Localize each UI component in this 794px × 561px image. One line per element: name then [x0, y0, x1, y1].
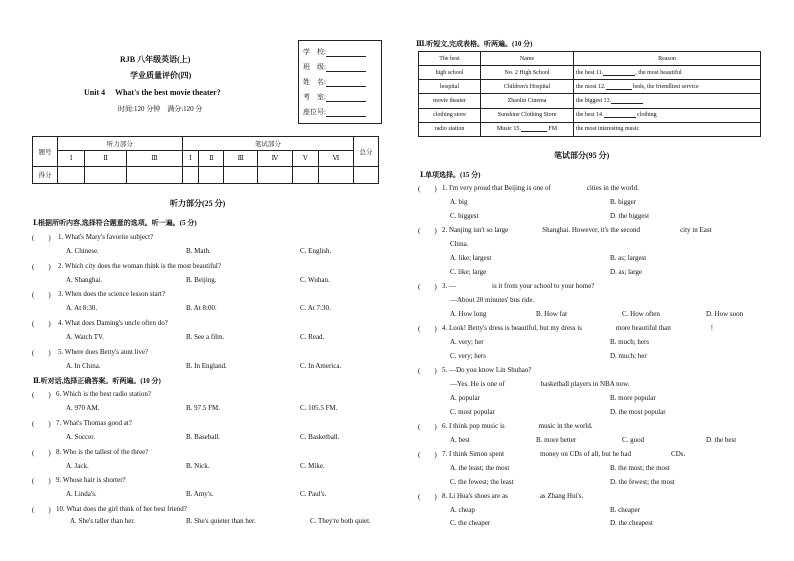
score-cell[interactable]	[85, 166, 127, 183]
answer-blank[interactable]: ( )	[418, 185, 437, 193]
wq-2-text3: city in East	[680, 226, 712, 234]
col-writing-2: Ⅱ	[199, 151, 224, 166]
score-cell[interactable]	[319, 166, 354, 183]
option-10b[interactable]: B. She's quieter than her.	[186, 517, 256, 525]
wq-3	[442, 282, 594, 290]
wq-2-text4: China.	[450, 240, 469, 248]
answer-blank[interactable]: ( )	[32, 234, 51, 242]
wq-2-text2: Shanghai. However, it's the second	[542, 226, 641, 234]
seat-field[interactable]	[303, 107, 366, 117]
wopt-1a[interactable]: A. big	[450, 198, 468, 206]
wopt-5b[interactable]: B. more popular	[610, 394, 656, 402]
score-cell[interactable]	[182, 166, 199, 183]
reason-suffix: clothing	[635, 112, 657, 119]
wopt-1b[interactable]: B. bigger	[610, 198, 637, 206]
class-label: 班 级:	[303, 63, 326, 71]
option-2b[interactable]: B. Beijing.	[186, 276, 217, 284]
room-field[interactable]	[303, 92, 366, 102]
completion-table	[418, 51, 761, 137]
cell-name: Children's Hospital	[481, 80, 574, 94]
cell-best: hospital	[419, 80, 481, 94]
answer-blank[interactable]: ( )	[32, 320, 51, 328]
wq-1-text: 1. I'm very proud that Beijing is one of	[442, 184, 551, 192]
option-7a[interactable]: A. Soccer.	[66, 433, 95, 441]
wopt-5a[interactable]: A. popular	[450, 394, 480, 402]
listening-header: 听力部分	[58, 137, 183, 151]
option-5c[interactable]: C. In America.	[300, 362, 342, 370]
wq-5-reply-text: —Yes. He is one of	[450, 380, 505, 388]
wopt-3b[interactable]: B. How far	[536, 310, 568, 318]
col-listening-2: Ⅱ	[85, 151, 127, 166]
col-writing-5: Ⅴ	[292, 151, 318, 166]
score-cell[interactable]	[258, 166, 293, 183]
row-title-label: 题号	[33, 137, 58, 167]
time-score: 时间:120 分钟 满分:120 分	[118, 105, 203, 113]
wq-4-text: 4. Look! Betty's dress is beautiful, but my dress is	[442, 324, 582, 332]
wopt-8c[interactable]: C. the cheaper	[450, 519, 491, 527]
wopt-4a[interactable]: A. very; her	[450, 338, 484, 346]
wopt-5c[interactable]: C. most popular	[450, 408, 495, 416]
listening-section-title: 听力部分(25 分)	[170, 199, 226, 208]
reason-prefix: the best 14.	[576, 112, 604, 119]
answer-blank[interactable]: ( )	[32, 349, 51, 357]
cell-reason	[574, 94, 761, 108]
name-label: 姓 名:	[303, 78, 326, 86]
wopt-7b[interactable]: B. the most; the most	[610, 464, 670, 472]
wq-2	[442, 226, 712, 234]
wopt-1c[interactable]: C. biggest	[450, 212, 479, 220]
wq-6-text2: music in the world.	[538, 422, 593, 430]
reason-suffix: , the most beautiful	[635, 69, 682, 76]
option-7b[interactable]: B. Baseball.	[186, 433, 221, 441]
score-cell[interactable]	[58, 166, 85, 183]
score-cell[interactable]	[292, 166, 318, 183]
wopt-1d[interactable]: D. the biggest	[610, 212, 650, 220]
wq-3-text: 3. —	[442, 282, 456, 290]
question-3: 3. When does the science lesson start?	[58, 290, 165, 298]
wq-8	[442, 492, 583, 500]
listening-part1-title: Ⅰ.根据所听内容,选择符合题意的选项。听一遍。(5 分)	[33, 219, 197, 227]
reason-prefix: the biggest 13.	[576, 98, 612, 105]
answer-blank[interactable]: ( )	[32, 391, 51, 399]
question-10: 10. What does the girl think of her best friend?	[56, 505, 187, 513]
option-8a[interactable]: A. Jack.	[66, 462, 89, 470]
answer-blank[interactable]: ( )	[418, 423, 437, 431]
wopt-8b[interactable]: B. cheaper	[610, 506, 640, 514]
name-field[interactable]	[303, 77, 366, 87]
class-field[interactable]	[303, 62, 366, 72]
wq-1-text2: cities in the world.	[586, 184, 639, 192]
wopt-2d[interactable]: D. as; large	[610, 268, 642, 276]
wq-6-text: 6. I think pop music is	[442, 422, 505, 430]
cell-reason	[574, 80, 761, 94]
wq-6	[442, 422, 593, 430]
option-4a[interactable]: A. Watch TV.	[66, 333, 104, 341]
answer-blank-13[interactable]	[611, 103, 643, 104]
answer-blank[interactable]: ( )	[418, 227, 437, 235]
question-4: 4. What does Daming's uncle often do?	[58, 319, 168, 327]
header-name: Name	[481, 52, 574, 66]
option-5a[interactable]: A. In China.	[66, 362, 101, 370]
answer-blank[interactable]: ( )	[418, 451, 437, 459]
col-listening-1: Ⅰ	[58, 151, 85, 166]
writing-section-title: 笔试部分(95 分)	[554, 151, 610, 160]
unit-title: Unit 4 What's the best movie theater?	[84, 88, 221, 97]
wq-1	[442, 184, 639, 192]
seat-label: 座位号:	[303, 108, 326, 116]
score-cell[interactable]	[126, 166, 182, 183]
answer-blank[interactable]: ( )	[418, 325, 437, 333]
wopt-8d[interactable]: D. the cheapest	[610, 519, 653, 527]
cell-best: high school	[419, 66, 481, 80]
option-3c[interactable]: C. At 7:30.	[300, 304, 331, 312]
wq-7	[442, 450, 685, 458]
room-label: 考 室:	[303, 93, 326, 101]
wopt-4c[interactable]: C. very; hers	[450, 352, 486, 360]
name-suffix: FM	[546, 126, 558, 133]
wq-7-text: 7. I think Simon spent	[442, 450, 505, 458]
school-label: 学 校:	[303, 48, 326, 56]
cell-name: Zhaolin Cinema	[481, 94, 574, 108]
wopt-2b[interactable]: B. as; largest	[610, 254, 647, 262]
wq-5: 5. —Do you know Lin Shuhao?	[442, 366, 532, 374]
wopt-5d[interactable]: D. the most popular	[610, 408, 666, 416]
wopt-7a[interactable]: A. the least; the most	[450, 464, 510, 472]
listening-part2-title: Ⅱ.听对话,选择正确答案。听两遍。(10 分)	[33, 377, 161, 385]
title-main: RJB 八年级英语(上)	[120, 55, 191, 64]
wq-7-text3: CDs.	[671, 450, 686, 458]
option-5b[interactable]: B. In England.	[186, 362, 227, 370]
option-1c[interactable]: C. English.	[300, 247, 332, 255]
cell-best: movie theater	[419, 94, 481, 108]
wopt-3a[interactable]: A. How long	[450, 310, 487, 318]
option-4b[interactable]: B. See a film.	[186, 333, 225, 341]
reason-suffix: beds, the friendliest service	[631, 83, 699, 90]
option-6a[interactable]: A. 970 AM.	[66, 404, 100, 412]
wq-3-text2: is it from your school to your home?	[492, 282, 595, 290]
wopt-3c[interactable]: C. How often	[622, 310, 660, 318]
wopt-7d[interactable]: D. the fewest; the most	[610, 478, 675, 486]
wq-4-text3: !	[710, 324, 714, 332]
answer-blank[interactable]: ( )	[418, 283, 437, 291]
cell-name	[481, 122, 574, 136]
option-1a[interactable]: A. Chinese.	[66, 247, 99, 255]
option-6b[interactable]: B. 97.5 FM.	[186, 404, 221, 412]
total-label: 总分	[354, 137, 379, 167]
answer-blank[interactable]: ( )	[32, 506, 51, 514]
answer-blank-15[interactable]	[521, 131, 547, 132]
answer-blank[interactable]: ( )	[418, 367, 437, 375]
question-6: 6. Which is the best radio station?	[56, 390, 151, 398]
option-10c[interactable]: C. They're both quiet.	[310, 517, 371, 525]
cell-name: No. 2 High School	[481, 66, 574, 80]
wopt-7c[interactable]: C. the fewest; the least	[450, 478, 514, 486]
wq-4	[442, 324, 713, 332]
option-1b[interactable]: B. Math.	[186, 247, 211, 255]
name-prefix: Music 15.	[496, 126, 521, 133]
answer-blank[interactable]: ( )	[418, 493, 437, 501]
question-1: 1. What's Mary's favorite subject?	[58, 233, 154, 241]
option-4c[interactable]: C. Read.	[300, 333, 325, 341]
header-best: The best	[419, 52, 481, 66]
cell-reason	[574, 66, 761, 80]
option-8b[interactable]: B. Nick.	[186, 462, 210, 470]
answer-blank-11[interactable]	[603, 75, 635, 76]
school-field[interactable]	[303, 47, 366, 57]
wq-7-text2: money on CDs of all, but he had	[540, 450, 632, 458]
cell-reason: the most interesting music	[574, 122, 761, 136]
answer-blank[interactable]: ( )	[32, 263, 51, 271]
wopt-2c[interactable]: C. like; large	[450, 268, 487, 276]
answer-blank-12[interactable]	[606, 89, 632, 90]
title-sub: 学业质量评价(四)	[130, 71, 192, 80]
col-writing-4: Ⅳ	[258, 151, 293, 166]
option-8c[interactable]: C. Mike.	[300, 462, 325, 470]
wopt-4b[interactable]: B. much; hers	[610, 338, 650, 346]
option-7c[interactable]: C. Basketball.	[300, 433, 340, 441]
question-9: 9. Whose hair is shorter?	[56, 476, 126, 484]
listening-part3-title: Ⅲ.听短文,完成表格。听两遍。(10 分)	[416, 40, 533, 48]
option-3b[interactable]: B. At 8:00.	[186, 304, 217, 312]
writing-part1-title: Ⅰ.单项选择。(15 分)	[420, 171, 481, 179]
wopt-6a[interactable]: A. best	[450, 436, 470, 444]
wopt-2a[interactable]: A. like; largest	[450, 254, 492, 262]
col-writing-1: Ⅰ	[182, 151, 199, 166]
cell-best: radio station	[419, 122, 481, 136]
option-6c[interactable]: C. 105.5 FM.	[300, 404, 338, 412]
reason-prefix: the best 11.	[576, 69, 604, 76]
col-writing-6: Ⅵ	[319, 151, 354, 166]
wopt-6b[interactable]: B. more better	[536, 436, 577, 444]
question-7: 7. What's Thomas good at?	[56, 419, 132, 427]
score-cell[interactable]	[224, 166, 258, 183]
answer-blank[interactable]: ( )	[32, 449, 51, 457]
answer-blank[interactable]: ( )	[32, 420, 51, 428]
wq-4-text2: more beautiful than	[615, 324, 671, 332]
writing-header: 笔试部分	[182, 137, 353, 151]
col-writing-3: Ⅲ	[224, 151, 258, 166]
wq-5-reply	[450, 380, 630, 388]
question-5: 5. Where does Betty's aunt live?	[58, 348, 149, 356]
row-score-label: 得分	[33, 166, 58, 183]
wopt-8a[interactable]: A. cheap	[450, 506, 475, 514]
reason-prefix: the most 12.	[576, 83, 606, 90]
wq-3-reply: —About 20 minutes' bus ride.	[450, 296, 535, 304]
score-table	[32, 136, 379, 184]
wopt-6c[interactable]: C. good	[622, 436, 645, 444]
option-9c[interactable]: C. Paul's.	[300, 490, 327, 498]
answer-blank[interactable]: ( )	[32, 477, 51, 485]
score-cell[interactable]	[354, 166, 379, 183]
option-3a[interactable]: A. At 8:30.	[66, 304, 98, 312]
option-9b[interactable]: B. Amy's.	[186, 490, 214, 498]
answer-blank-14[interactable]	[604, 117, 636, 118]
option-9a[interactable]: A. Linda's.	[66, 490, 97, 498]
answer-blank[interactable]: ( )	[32, 291, 51, 299]
wopt-3d[interactable]: D. How soon	[706, 310, 744, 318]
score-cell[interactable]	[199, 166, 224, 183]
header-reason: Reason	[574, 52, 761, 66]
cell-name: Sunshine Clothing Store	[481, 108, 574, 122]
cell-reason	[574, 108, 761, 122]
option-10a[interactable]: A. She's taller than her.	[70, 517, 136, 525]
option-2a[interactable]: A. Shanghai.	[66, 276, 103, 284]
option-2c[interactable]: C. Wuhan.	[300, 276, 330, 284]
wq-2-text: 2. Nanjing isn't so large	[442, 226, 509, 234]
question-8: 8. Who is the tallest of the three?	[56, 448, 149, 456]
wopt-6d[interactable]: D. the best	[706, 436, 737, 444]
wq-8-text2: as Zhang Hui's.	[539, 492, 584, 500]
cell-best: clothing store	[419, 108, 481, 122]
wopt-4d[interactable]: D. much; her	[610, 352, 647, 360]
wq-5-reply-text2: basketball players in NBA now.	[540, 380, 630, 388]
question-2: 2. Which city does the woman think is the most beautiful?	[58, 262, 221, 270]
col-listening-3: Ⅲ	[126, 151, 182, 166]
wq-8-text: 8. Li Hua's shoes are as	[442, 492, 508, 500]
